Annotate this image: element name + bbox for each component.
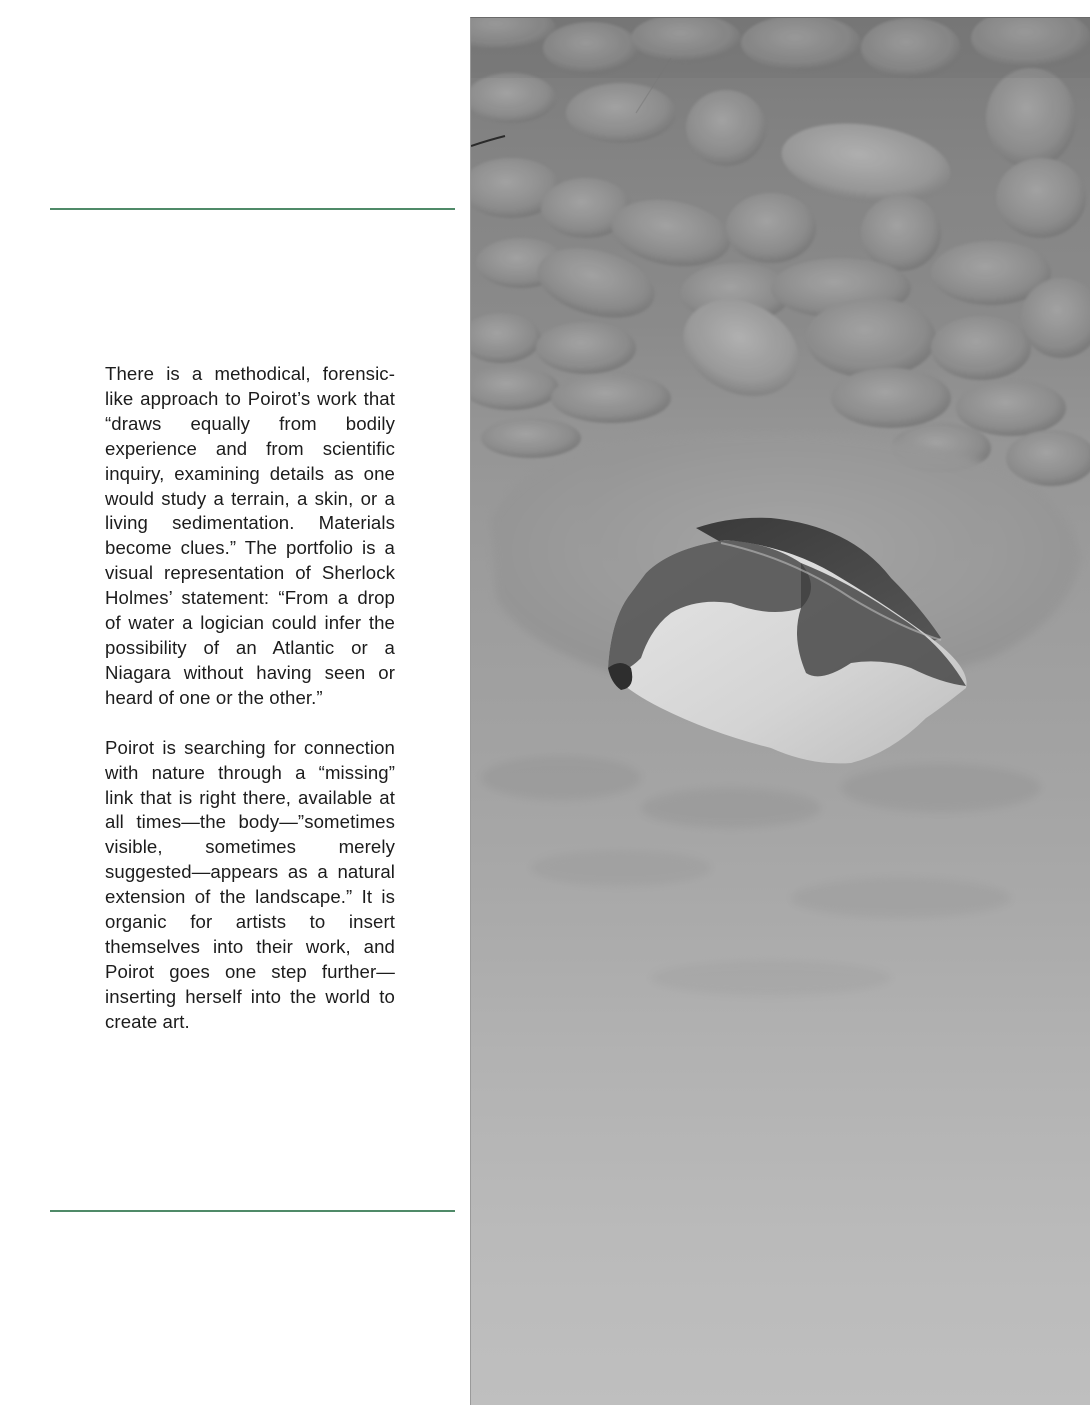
top-divider-rule (50, 208, 455, 210)
bottom-divider-rule (50, 1210, 455, 1212)
river-stones-photograph (470, 17, 1090, 1405)
article-paragraph-1: There is a methodical, forensic-like approach to Poirot’s work that “draws equally from bodily experience and from scientific inquiry, examining details as one would study a terrain, a skin, or a living sedimentation. Materials become clues.” The portfolio is a visual representation of Sherlock Holmes’ statement: “From a drop of water a logician could infer the possibility of an Atlantic or a Niagara without having seen or heard of one or the other.” (105, 363, 395, 708)
photo-illustration (471, 18, 1090, 1405)
article-text-column (105, 362, 395, 1060)
article-paragraph-2: Poirot is searching for connection with nature through a “missing” link that is right there, available at all times—the body—”sometimes visible, sometimes merely suggested—appears as a natural extension of the landscape.” It is organic for artists to insert themselves into their work, and Poirot goes one step further—inserting herself into the world to create art. (105, 736, 395, 1032)
